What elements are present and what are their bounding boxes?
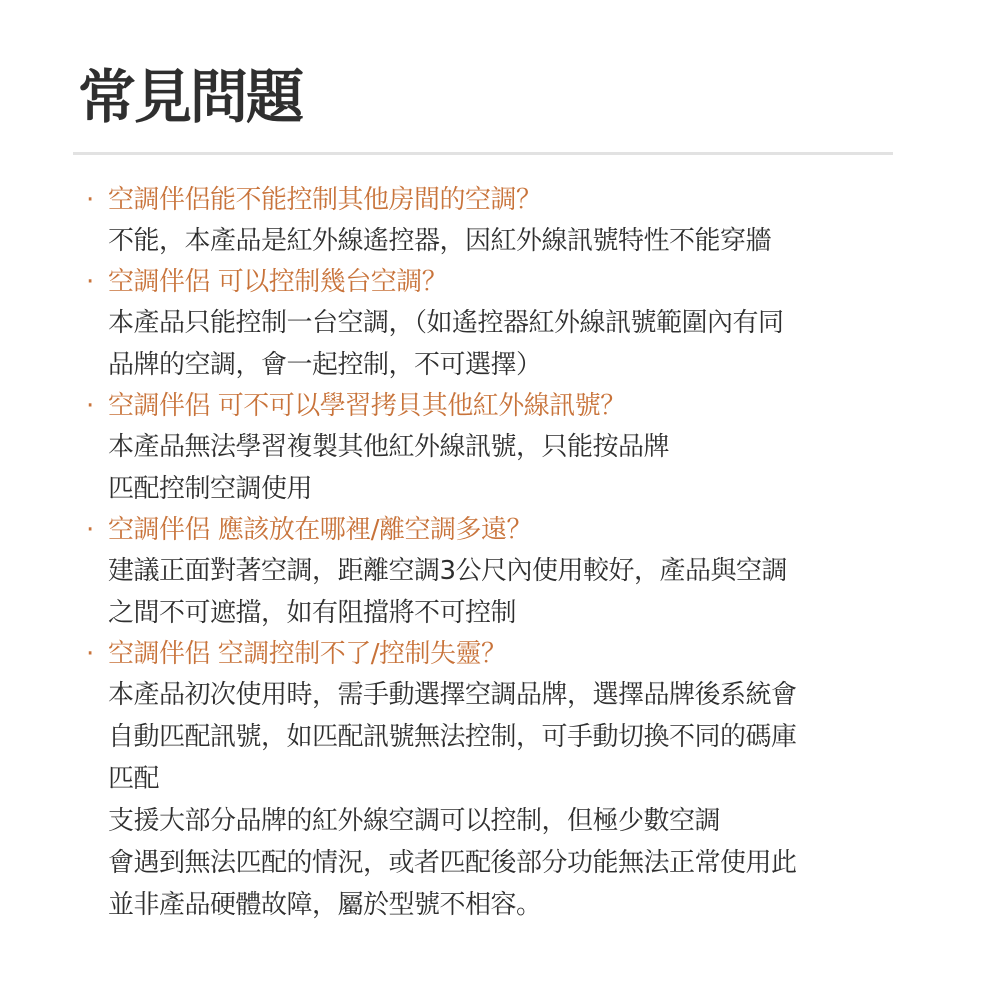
bullet-dot-icon: ·	[86, 515, 94, 545]
faq-item	[86, 510, 916, 634]
bullet-dot-icon: ·	[86, 639, 94, 669]
faq-question	[86, 510, 916, 550]
faq-question	[86, 386, 916, 426]
faq-item	[86, 634, 916, 926]
faq-item	[86, 386, 916, 510]
faq-item	[86, 180, 916, 262]
faq-question-text: 空調伴侶 應該放在哪裡/離空調多遠？	[108, 515, 533, 545]
faq-list	[86, 180, 916, 926]
faq-answer-line: 本產品無法學習複製其他紅外線訊號，只能按品牌	[108, 432, 670, 462]
faq-question	[86, 262, 916, 302]
faq-item	[86, 262, 916, 386]
faq-answer-line: 本產品初次使用時，需手動選擇空調品牌，選擇品牌後系統會	[108, 680, 797, 710]
title-divider	[73, 152, 893, 155]
faq-answer-line: 自動匹配訊號，如匹配訊號無法控制，可手動切換不同的碼庫	[108, 722, 797, 752]
faq-question-text: 空調伴侶 可以控制幾台空調？	[108, 267, 448, 297]
faq-answer-line: 不能，本產品是紅外線遙控器，因紅外線訊號特性不能穿牆	[108, 226, 772, 256]
bullet-dot-icon: ·	[86, 185, 94, 215]
faq-question	[86, 634, 916, 674]
faq-answer-line: 匹配控制空調使用	[108, 474, 313, 504]
faq-answer-line: 建議正面對著空調，距離空調3公尺內使用較好，產品與空調	[108, 556, 788, 586]
faq-answer-line: 之間不可遮擋，如有阻擋將不可控制	[108, 598, 517, 628]
bullet-dot-icon: ·	[86, 391, 94, 421]
faq-answer-line: 匹配	[108, 764, 160, 794]
faq-question-text: 空調伴侶 可不可以學習拷貝其他紅外線訊號？	[108, 391, 626, 421]
faq-answer-line: 會遇到無法匹配的情況，或者匹配後部分功能無法正常使用此	[108, 848, 797, 878]
faq-answer-line: 支援大部分品牌的紅外線空調可以控制，但極少數空調	[108, 806, 721, 836]
faq-question	[86, 180, 916, 220]
page-title: 常見問題	[78, 63, 303, 131]
faq-answer-line: 品牌的空調，會一起控制，不可選擇）	[108, 350, 542, 380]
faq-answer-line: 本產品只能控制一台空調，（如遙控器紅外線訊號範圍內有同	[108, 308, 784, 338]
faq-question-text: 空調伴侶 空調控制不了/控制失靈？	[108, 639, 507, 669]
bullet-dot-icon: ·	[86, 267, 94, 297]
faq-answer-line: 並非產品硬體故障，屬於型號不相容。	[108, 890, 542, 920]
faq-question-text: 空調伴侶能不能控制其他房間的空調？	[108, 185, 542, 215]
